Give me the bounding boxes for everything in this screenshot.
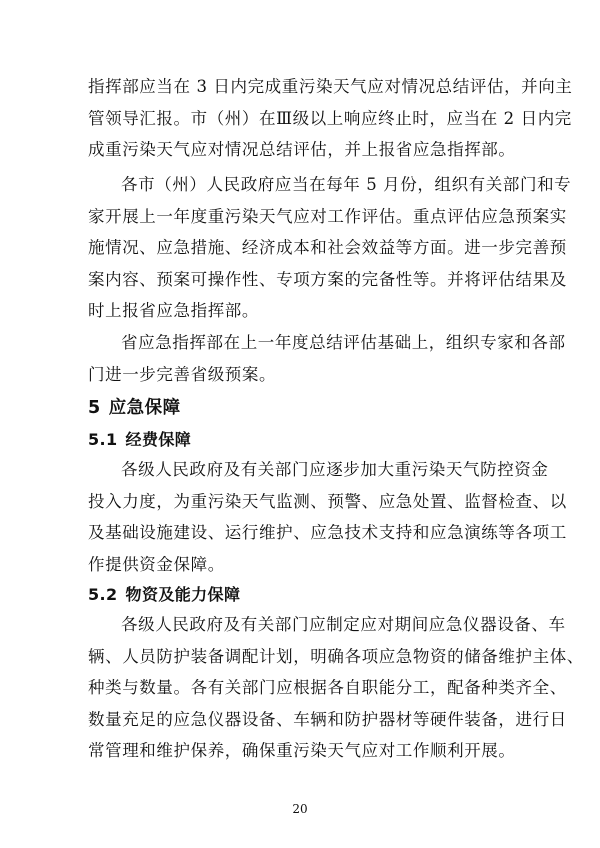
text-line: 管领导汇报。市（州）在Ⅲ级以上响应终止时，应当在 2 日内完 (88, 108, 572, 128)
text-line: 省应急指挥部在上一年度总结评估基础上，组织专家和各部 (121, 333, 566, 352)
text-line: 及基础设施建设、运行维护、应急技术支持和应急演练等各项工 (88, 523, 567, 542)
text-line: 指挥部应当在 3 日内完成重污染天气应对情况总结评估，并向主 (88, 77, 573, 96)
text-line: 投入力度，为重污染天气监测、预警、应急处置、监督检查、以 (88, 491, 567, 511)
text-line: 各级人民政府及有关部门应逐步加大重污染天气防控资金 (121, 460, 549, 479)
paragraph-provincial-plan (88, 327, 566, 390)
section-heading-5 (88, 394, 181, 419)
text-line: 各级人民政府及有关部门应制定应对期间应急仪器设备、车 (121, 615, 566, 634)
text-line: 时上报省应急指挥部。 (88, 301, 259, 320)
section-number: 5 (88, 398, 101, 418)
text-line: 案内容、预案可操作性、专项方案的完备性等。并将评估结果及 (88, 269, 567, 289)
text-line: 各市（州）人民政府应当在每年 5 月份，组织有关部门和专 (121, 175, 572, 194)
paragraph-funding (88, 454, 567, 580)
section-heading-5-1 (88, 427, 191, 450)
text-line: 家开展上一年度重污染天气应对工作评估。重点评估应急预案实 (88, 206, 567, 226)
paragraph-materials (88, 609, 584, 767)
section-number: 5.1 (88, 430, 118, 449)
section-title: 物资及能力保障 (125, 585, 241, 604)
text-line: 种类与数量。各有关部门应根据各自职能分工，配备种类齐全、 (88, 678, 567, 697)
section-title: 应急保障 (108, 398, 181, 418)
section-title: 经费保障 (125, 430, 192, 449)
text-line: 门进一步完善省级预案。 (88, 364, 277, 384)
page-number: 20 (292, 802, 308, 816)
text-line: 作提供资金保障。 (88, 554, 225, 574)
text-line: 数量充足的应急仪器设备、车辆和防护器材等硬件装备，进行日 (88, 709, 567, 729)
paragraph-evaluation-summary (88, 71, 573, 166)
text-line: 辆、人员防护装备调配计划，明确各项应急物资的储备维护主体、 (88, 646, 584, 666)
section-heading-5-2 (88, 582, 240, 605)
text-line: 施情况、应急措施、经济成本和社会效益等方面。进一步完善预 (88, 238, 567, 257)
text-line: 成重污染天气应对情况总结评估，并上报省应急指挥部。 (88, 140, 516, 159)
paragraph-annual-evaluation (88, 169, 572, 327)
section-number: 5.2 (88, 585, 118, 604)
text-line: 常管理和维护保养，确保重污染天气应对工作顺利开展。 (88, 741, 516, 760)
